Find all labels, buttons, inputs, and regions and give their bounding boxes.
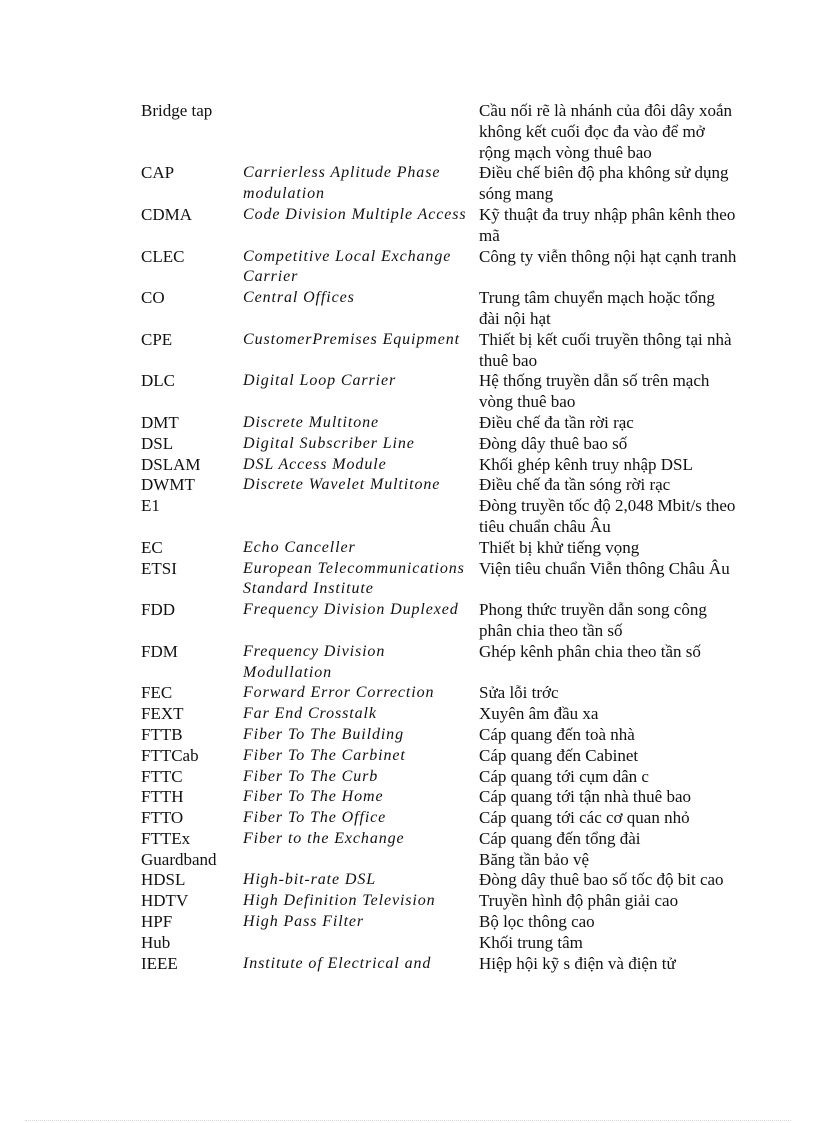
glossary-vietnamese-meaning: Khối ghép kênh truy nhập DSL bbox=[479, 454, 693, 474]
glossary-row bbox=[141, 371, 741, 413]
glossary-vietnamese-meaning: Sửa lỗi trớc bbox=[479, 683, 559, 703]
glossary-full-term: Code Division Multiple Access bbox=[243, 205, 467, 223]
glossary-row bbox=[141, 475, 741, 496]
glossary-vietnamese-meaning: Hệ thống truyền dẫn số trên mạch vòng thuê bao bbox=[479, 371, 710, 412]
glossary-abbreviation: FTTH bbox=[141, 787, 184, 807]
glossary-row bbox=[141, 413, 741, 434]
glossary-abbreviation: FTTCab bbox=[141, 745, 199, 765]
glossary-abbreviation: DSL bbox=[141, 433, 174, 453]
glossary-abbreviation: FTTB bbox=[141, 724, 183, 744]
glossary-full-term: Frequency Division Duplexed bbox=[243, 601, 459, 619]
glossary-vietnamese-meaning: Ghép kênh phân chia theo tần số bbox=[479, 641, 701, 661]
glossary-full-term: Fiber To The Home bbox=[243, 788, 384, 806]
glossary-row bbox=[141, 850, 741, 871]
glossary-vietnamese-meaning: Đòng dây thuê bao số tốc độ bit cao bbox=[479, 870, 724, 890]
glossary-vietnamese-meaning: Thiết bị khử tiếng vọng bbox=[479, 537, 640, 557]
glossary-full-term: Fiber To The Curb bbox=[243, 767, 379, 785]
glossary-row bbox=[141, 455, 741, 476]
glossary-abbreviation: Guardband bbox=[141, 849, 217, 869]
glossary-vietnamese-meaning: Đòng truyền tốc độ 2,048 Mbit/s theo tiêu chuẩn châu Âu bbox=[479, 496, 736, 536]
glossary-full-term: Carrierless Aplitude Phase modulation bbox=[243, 164, 441, 203]
glossary-vietnamese-meaning: Cầu nối rẽ là nhánh của đôi dây xoắn không kết cuối đọc đa vào để mở rộng mạch vòng thuê bao bbox=[479, 101, 733, 162]
glossary-abbreviation: DLC bbox=[141, 371, 175, 391]
page-bottom-divider bbox=[25, 1120, 791, 1121]
glossary-abbreviation: EC bbox=[141, 537, 163, 557]
glossary-abbreviation: FDM bbox=[141, 641, 178, 661]
glossary-vietnamese-meaning: Viện tiêu chuẩn Viễn thông Châu Âu bbox=[479, 558, 730, 578]
glossary-vietnamese-meaning: Xuyên âm đầu xa bbox=[479, 704, 599, 724]
glossary-vietnamese-meaning: Điều chế đa tần sóng rời rạc bbox=[479, 475, 671, 495]
glossary-full-term: Fiber to the Exchange bbox=[243, 829, 405, 847]
glossary-row bbox=[141, 704, 741, 725]
glossary-full-term: Institute of Electrical and bbox=[243, 954, 432, 972]
glossary-vietnamese-meaning: Cáp quang đến tổng đài bbox=[479, 828, 641, 848]
glossary-row bbox=[141, 205, 741, 247]
glossary-row bbox=[141, 829, 741, 850]
glossary-row bbox=[141, 870, 741, 891]
glossary-full-term: High Pass Filter bbox=[243, 913, 365, 931]
glossary-vietnamese-meaning: Điều chế đa tần rời rạc bbox=[479, 412, 634, 432]
glossary-abbreviation: DWMT bbox=[141, 475, 195, 495]
glossary-abbreviation: ETSI bbox=[141, 558, 177, 578]
glossary-row bbox=[141, 163, 741, 205]
glossary-full-term: Digital Subscriber Line bbox=[243, 434, 415, 452]
glossary-vietnamese-meaning: Cáp quang đến toà nhà bbox=[479, 724, 635, 744]
glossary-vietnamese-meaning: Bộ lọc thông cao bbox=[479, 912, 595, 932]
glossary-vietnamese-meaning: Cáp quang tới cụm dân c bbox=[479, 766, 649, 786]
glossary-full-term: High-bit-rate DSL bbox=[243, 871, 377, 889]
glossary-vietnamese-meaning: Truyền hình độ phân giải cao bbox=[479, 891, 679, 911]
glossary-row bbox=[141, 933, 741, 954]
glossary-abbreviation: FTTEx bbox=[141, 828, 191, 848]
glossary-full-term: Discrete Wavelet Multitone bbox=[243, 476, 441, 494]
glossary-full-term: CustomerPremises Equipment bbox=[243, 330, 461, 348]
glossary-row bbox=[141, 434, 741, 455]
glossary-vietnamese-meaning: Cáp quang tới các cơ quan nhỏ bbox=[479, 808, 690, 828]
glossary-abbreviation: Hub bbox=[141, 932, 171, 952]
glossary-row bbox=[141, 538, 741, 559]
glossary-row bbox=[141, 787, 741, 808]
glossary-row bbox=[141, 496, 741, 538]
glossary-vietnamese-meaning: Điều chế biên độ pha không sử dụng sóng mang bbox=[479, 163, 729, 204]
glossary-vietnamese-meaning: Đòng dây thuê bao số bbox=[479, 433, 628, 453]
glossary-abbreviation: FEC bbox=[141, 683, 173, 703]
glossary-row bbox=[141, 288, 741, 330]
glossary-full-term: Fiber To The Carbinet bbox=[243, 746, 406, 764]
glossary-row bbox=[141, 683, 741, 704]
glossary-vietnamese-meaning: Khối trung tâm bbox=[479, 932, 583, 952]
glossary-full-term: DSL Access Module bbox=[243, 455, 387, 473]
glossary-abbreviation: CPE bbox=[141, 329, 173, 349]
glossary-full-term: High Definition Television bbox=[243, 892, 436, 910]
glossary-abbreviation: CO bbox=[141, 288, 165, 308]
glossary-abbreviation: FEXT bbox=[141, 704, 184, 724]
glossary-vietnamese-meaning: Cáp quang đến Cabinet bbox=[479, 745, 639, 765]
glossary-abbreviation: DSLAM bbox=[141, 454, 201, 474]
glossary-abbreviation: FDD bbox=[141, 600, 176, 620]
glossary-full-term: Central Offices bbox=[243, 289, 355, 307]
glossary-row bbox=[141, 808, 741, 829]
glossary-row bbox=[141, 767, 741, 788]
glossary-abbreviation: DMT bbox=[141, 412, 179, 432]
glossary-vietnamese-meaning: Thiết bị kết cuối truyền thông tại nhà thuê bao bbox=[479, 329, 732, 370]
glossary-row bbox=[141, 101, 741, 163]
glossary-abbreviation: FTTO bbox=[141, 808, 184, 828]
glossary-full-term: Echo Canceller bbox=[243, 538, 356, 556]
glossary-full-term: Frequency Division Modullation bbox=[243, 642, 386, 681]
glossary-row bbox=[141, 600, 741, 642]
abbreviation-glossary bbox=[141, 101, 741, 974]
glossary-row bbox=[141, 559, 741, 601]
glossary-row bbox=[141, 912, 741, 933]
glossary-vietnamese-meaning: Phong thức truyền dẫn song công phân chia theo tần số bbox=[479, 600, 707, 640]
glossary-row bbox=[141, 891, 741, 912]
glossary-row bbox=[141, 330, 741, 372]
glossary-abbreviation: HDTV bbox=[141, 891, 189, 911]
glossary-full-term: Fiber To The Office bbox=[243, 809, 387, 827]
glossary-abbreviation: Bridge tap bbox=[141, 101, 213, 120]
glossary-row bbox=[141, 725, 741, 746]
glossary-row bbox=[141, 247, 741, 289]
glossary-full-term: Forward Error Correction bbox=[243, 684, 435, 702]
glossary-row bbox=[141, 642, 741, 684]
glossary-abbreviation: FTTC bbox=[141, 766, 183, 786]
glossary-full-term: Competitive Local Exchange Carrier bbox=[243, 247, 452, 286]
glossary-vietnamese-meaning: Kỹ thuật đa truy nhập phân kênh theo mã bbox=[479, 204, 736, 245]
glossary-full-term: Digital Loop Carrier bbox=[243, 372, 397, 390]
glossary-full-term: Discrete Multitone bbox=[243, 413, 380, 431]
glossary-full-term: Far End Crosstalk bbox=[243, 705, 377, 723]
glossary-vietnamese-meaning: Cáp quang tới tận nhà thuê bao bbox=[479, 787, 691, 807]
glossary-abbreviation: CLEC bbox=[141, 246, 185, 266]
glossary-full-term: European Telecommunications Standard Institute bbox=[243, 559, 465, 598]
glossary-abbreviation: HPF bbox=[141, 912, 173, 932]
glossary-vietnamese-meaning: Trung tâm chuyển mạch hoặc tổng đài nội hạt bbox=[479, 288, 715, 328]
glossary-vietnamese-meaning: Hiệp hội kỹ s điện và điện tử bbox=[479, 953, 676, 973]
glossary-vietnamese-meaning: Băng tần bảo vệ bbox=[479, 849, 589, 869]
glossary-full-term: Fiber To The Building bbox=[243, 725, 404, 743]
glossary-vietnamese-meaning: Công ty viễn thông nội hạt cạnh tranh bbox=[479, 246, 737, 266]
glossary-row bbox=[141, 746, 741, 767]
glossary-abbreviation: HDSL bbox=[141, 870, 186, 890]
glossary-row bbox=[141, 954, 741, 975]
glossary-abbreviation: E1 bbox=[141, 496, 160, 516]
glossary-abbreviation: IEEE bbox=[141, 953, 178, 973]
glossary-abbreviation: CAP bbox=[141, 163, 175, 183]
glossary-abbreviation: CDMA bbox=[141, 204, 193, 224]
